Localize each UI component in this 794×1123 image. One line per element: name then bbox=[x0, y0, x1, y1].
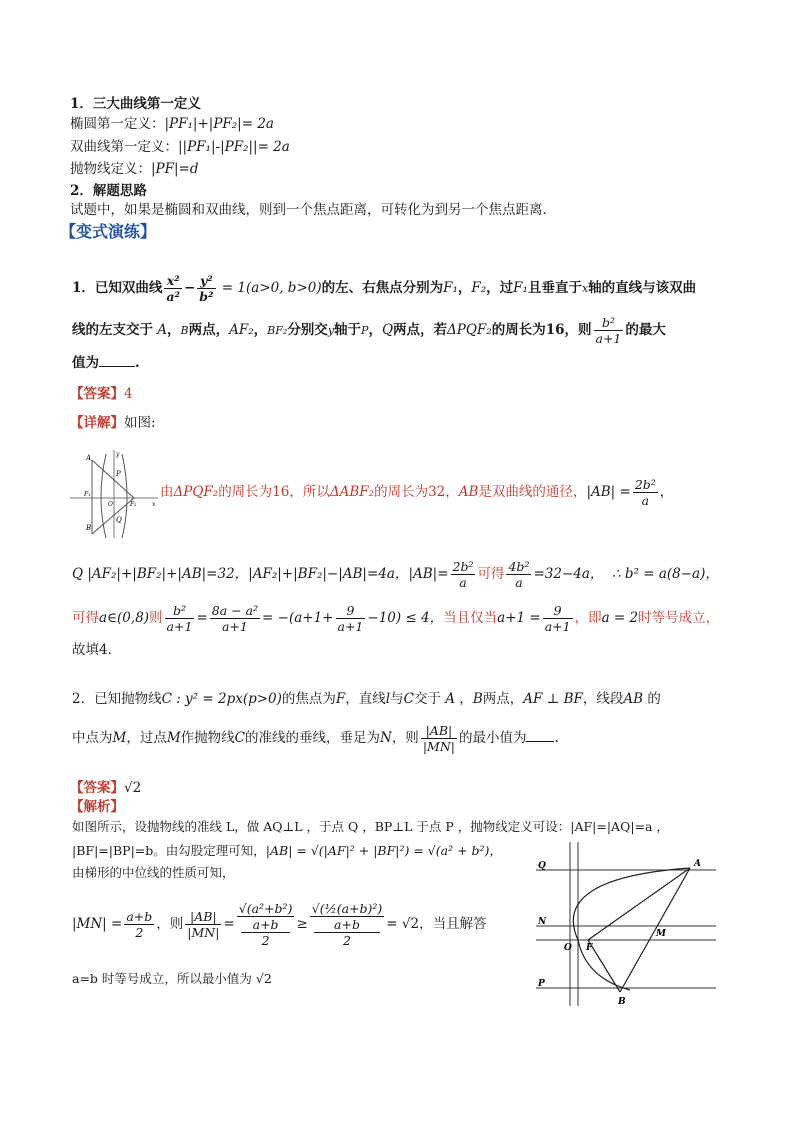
q2-text: 的准线的垂线，垂足为 bbox=[245, 730, 380, 746]
q1-text: 的最大 bbox=[625, 322, 666, 338]
sol-text: 是双曲线的通径， bbox=[478, 484, 587, 500]
sol-text: = bbox=[223, 916, 235, 932]
fig2-label: P bbox=[538, 979, 545, 989]
denominator: b² bbox=[199, 289, 214, 304]
q1-solution-line2 bbox=[72, 556, 719, 592]
fig2-label: B bbox=[618, 997, 626, 1007]
hyperbola-figure bbox=[68, 446, 160, 540]
answer-value: √2 bbox=[124, 780, 142, 796]
math-var: y bbox=[327, 324, 335, 337]
numerator: |AB| bbox=[185, 909, 221, 925]
sol-text: 时等号成立， bbox=[638, 610, 720, 626]
q2-text: ，直线 bbox=[345, 691, 386, 707]
q1-text: 且垂直于 bbox=[527, 280, 582, 296]
q1-line1: 1．已知双曲线 $\frac{\text{x²}}{\text{a²}}$ − $\frac{\text{y²}}{\text{b²}}$ = 1(a>0, b>0)的左、右焦点分别为F₁，F₂，过F₁且垂直于x轴的直线与该双曲 bbox=[72, 273, 697, 304]
fig2-label: Q bbox=[538, 861, 546, 871]
q2-line2: 中点为M，过点M作抛物线C的准线的垂线，垂足为N，则 $\frac{|AB|}{|MN|}$ 的最小值为 . bbox=[72, 723, 559, 754]
numerator: a+b bbox=[241, 917, 291, 933]
denominator: |MN| bbox=[422, 739, 455, 754]
math-var: A bbox=[157, 322, 168, 338]
fig2-label: N bbox=[538, 917, 547, 927]
fig1-label: F₂ bbox=[130, 501, 137, 508]
fraction bbox=[336, 603, 366, 634]
math-var: x bbox=[581, 282, 589, 295]
parabola-formula: |PF|=d bbox=[151, 161, 199, 177]
q1-detail bbox=[70, 414, 156, 432]
math-var: C bbox=[403, 691, 414, 707]
q1-text: 1．已知双曲线 bbox=[72, 280, 163, 296]
q1-solution-line1: 由ΔPQF₂的周长为16，所以ΔABF₂的周长为32，AB是双曲线的通径，|AB| = $\frac{\text{2b²}}{a}$ ， bbox=[160, 477, 674, 508]
q2-text: 与 bbox=[390, 691, 404, 707]
denominator: 2 bbox=[261, 933, 270, 948]
math-var: B bbox=[472, 691, 483, 707]
detail-text: 如图: bbox=[124, 415, 156, 431]
answer-blank bbox=[526, 729, 554, 742]
answer-blank bbox=[99, 354, 135, 367]
denominator: a+1 bbox=[595, 331, 622, 346]
numerator: |AB| bbox=[421, 723, 457, 739]
sol-text: ，即 bbox=[574, 610, 602, 626]
fig2-label: F bbox=[586, 943, 593, 953]
fraction bbox=[185, 909, 221, 940]
numerator: a+b bbox=[126, 909, 153, 924]
numerator: b² bbox=[165, 603, 195, 619]
q2-text: 交于 bbox=[413, 691, 441, 707]
q2-text: 2．已知抛物线 bbox=[72, 691, 162, 707]
sol-text: −10) ≤ 4， bbox=[367, 610, 444, 626]
sol-text: 由 bbox=[160, 484, 174, 500]
practice-heading: 【变式演练】 bbox=[60, 222, 157, 241]
fraction bbox=[164, 273, 182, 304]
parabola-label: 抛物线定义： bbox=[70, 161, 151, 177]
sol-text: 的周长为16，所以 bbox=[218, 484, 330, 500]
fraction bbox=[237, 901, 295, 948]
fraction bbox=[633, 477, 658, 508]
sol-text: 则 bbox=[149, 610, 163, 626]
math-var: ΔPQF₂ bbox=[173, 484, 219, 500]
numerator: y² bbox=[197, 273, 215, 289]
fraction bbox=[543, 603, 573, 634]
fraction bbox=[124, 909, 154, 940]
q2-text: 的 bbox=[647, 691, 661, 707]
q2-text: 作抛物线 bbox=[180, 730, 235, 746]
q1-text: 轴于 bbox=[334, 322, 362, 338]
numerator: √(½(a+b)²) bbox=[311, 901, 383, 916]
math-var: ΔABF₂ bbox=[329, 484, 375, 500]
fraction bbox=[310, 901, 385, 948]
math-var: AF₂ bbox=[229, 322, 254, 338]
answer-label: 【答案】 bbox=[70, 386, 124, 402]
q1-text: 轴的直线与该双曲 bbox=[588, 280, 697, 296]
sol-text: ≥ bbox=[296, 916, 308, 932]
math-var: P bbox=[361, 324, 369, 337]
denominator: a+1 bbox=[221, 619, 248, 634]
q1-text: 两点，若 bbox=[393, 322, 448, 338]
math-var: F bbox=[335, 691, 346, 707]
hyperbola-label: 双曲线第一定义： bbox=[70, 139, 178, 155]
sol-text: |AF₂|+|BF₂|−|AB|=4a， bbox=[248, 566, 409, 582]
math-var: C bbox=[234, 730, 245, 746]
fig1-label: B bbox=[86, 524, 92, 532]
math-var: |MN| = bbox=[72, 916, 123, 932]
q1-solution-line4: 故填4． bbox=[72, 642, 122, 658]
sol-text: a∈(0,8) bbox=[99, 610, 150, 626]
q2-text: 的最小值为 bbox=[458, 730, 527, 746]
q1-text: 的左、右焦点分别为 bbox=[321, 280, 444, 296]
q2-solution-line5: a=b 时等号成立，所以最小值为 √2 bbox=[72, 971, 272, 986]
q2-solution-line3: 由梯形的中位线的性质可知， bbox=[72, 865, 235, 880]
sol-text: 可得 bbox=[477, 566, 505, 582]
fig2-label: O bbox=[564, 943, 572, 953]
sol-text: |AB|= bbox=[408, 566, 449, 582]
denominator: 2 bbox=[343, 933, 351, 948]
line-AB bbox=[620, 868, 690, 992]
math-var: M bbox=[166, 730, 181, 746]
math-var: BF₂ bbox=[267, 324, 288, 337]
sol-text: =32−4a， bbox=[533, 566, 604, 582]
sol-text: ∴ b² = a(8−a)， bbox=[612, 566, 719, 582]
q1-line3: 值为 . bbox=[72, 355, 140, 371]
numerator: a+b bbox=[314, 917, 381, 933]
q2-solution-line1: 如图所示，设抛物线的准线 L，做 AQ⊥L ，于点 Q ，BP⊥L 于点 P ，抛物线定义可设：|AF|=|AQ|=a ， bbox=[72, 819, 669, 834]
hyperbola-definition bbox=[70, 138, 290, 156]
denominator: a+1 bbox=[544, 619, 571, 634]
q2-text: ，过点 bbox=[126, 730, 167, 746]
math-var: AB bbox=[458, 484, 479, 500]
math-var: C : y² = 2px(p>0) bbox=[161, 691, 282, 707]
q2-text: ，线段 bbox=[582, 691, 624, 707]
fraction bbox=[312, 917, 383, 948]
math-var: A bbox=[445, 691, 456, 707]
numerator: 2b² bbox=[452, 559, 474, 574]
hyperbola-formula: ||PF₁|-|PF₂||= 2a bbox=[178, 139, 290, 155]
fig1-label: P bbox=[116, 470, 121, 478]
line-AF bbox=[588, 868, 690, 940]
sol-text: a+1 = bbox=[497, 610, 541, 626]
fig1-label: A bbox=[86, 454, 92, 462]
q1-text: ，过 bbox=[486, 280, 514, 296]
fig2-label: A bbox=[694, 859, 701, 869]
q1-text: 线的左支交于 bbox=[72, 322, 153, 338]
denominator: a bbox=[641, 493, 650, 508]
q2-solution-line4 bbox=[72, 888, 487, 960]
section2-heading: 2．解题思路 bbox=[70, 183, 147, 199]
q2-analysis-label: 【解析】 bbox=[70, 799, 124, 815]
sol-text: 当且仅当 bbox=[443, 610, 498, 626]
math-var: AF ⊥ BF bbox=[523, 691, 583, 707]
line-BF bbox=[588, 940, 620, 992]
q2-solution-line2 bbox=[72, 838, 502, 864]
math-var: F₁ bbox=[513, 280, 528, 296]
sol-text: ，则 bbox=[156, 916, 184, 932]
ellipse-label: 椭圆第一定义： bbox=[70, 116, 165, 132]
section2-text: 试题中，如果是椭圆和双曲线，则到一个焦点距离，可转化为到另一个焦点距离． bbox=[70, 202, 556, 218]
q1-answer bbox=[70, 385, 133, 403]
q1-text: 两点， bbox=[188, 322, 230, 338]
math-var: M bbox=[112, 730, 127, 746]
fig2-label: M bbox=[656, 929, 666, 939]
fraction bbox=[165, 603, 195, 634]
sol-text: = √2，当且解答 bbox=[386, 916, 487, 932]
detail-label: 【详解】 bbox=[70, 415, 124, 431]
numerator: 2b² bbox=[634, 477, 656, 492]
q1-text: 的周长为16，则 bbox=[491, 322, 592, 338]
math-var: AB bbox=[623, 691, 644, 707]
fraction bbox=[451, 559, 476, 590]
numerator: x² bbox=[164, 273, 182, 289]
right-branch bbox=[122, 454, 127, 538]
numerator: 4b² bbox=[508, 559, 530, 574]
q1-line2: 线的左支交于 A，B两点，AF₂，BF₂分别交y轴于P，Q两点，若ΔPQF₂的周长为16，则 $\frac{\text{b²}}{a+1}$ 的最大 bbox=[72, 315, 666, 346]
denominator: a² bbox=[166, 289, 180, 304]
line-AF2 bbox=[92, 460, 134, 498]
fig1-label: F₁ bbox=[84, 491, 91, 498]
q2-text: 中点为 bbox=[72, 730, 113, 746]
numerator: √(a²+b²) bbox=[238, 901, 293, 916]
fig1-label: O bbox=[108, 501, 113, 508]
numerator: b² bbox=[594, 315, 624, 331]
answer-label: 【答案】 bbox=[70, 780, 124, 796]
sol-text: 可得 bbox=[72, 610, 99, 626]
math-var: |AB| = √(|AF|² + |BF|²) = √(a² + b²)， bbox=[265, 843, 502, 858]
fraction bbox=[594, 315, 624, 346]
q1-text: 分别交 bbox=[287, 322, 328, 338]
math-var: l bbox=[385, 691, 391, 707]
denominator: 2 bbox=[135, 925, 144, 940]
q2-answer bbox=[70, 779, 141, 797]
fraction bbox=[421, 723, 457, 754]
denominator: |MN| bbox=[187, 925, 220, 940]
math-var: N bbox=[380, 730, 392, 746]
q2-line1: 2．已知抛物线C : y² = 2px(p>0)的焦点为F，直线l与C交于 A ，B两点，AF ⊥ BF，线段AB 的 bbox=[72, 691, 661, 707]
fig1-label: y bbox=[116, 451, 120, 458]
numerator: 8a − a² bbox=[211, 603, 259, 618]
math-var: |AB| = bbox=[586, 484, 631, 500]
math-var: Q bbox=[381, 322, 394, 338]
fig1-label: Q bbox=[116, 516, 122, 524]
denominator: a+1 bbox=[337, 619, 364, 634]
sol-text: = −(a+1+ bbox=[262, 610, 334, 626]
denominator: a bbox=[515, 575, 523, 590]
parabola-definition bbox=[70, 160, 199, 178]
q2-text: ，则 bbox=[391, 730, 419, 746]
numerator: 9 bbox=[543, 603, 573, 619]
sol-text: Q |AF₂|+|BF₂|+|AB|=32， bbox=[72, 566, 249, 582]
math-var: F₁ bbox=[443, 280, 458, 296]
fraction bbox=[210, 603, 260, 634]
fraction bbox=[239, 917, 293, 948]
sol-text: 的周长为32， bbox=[374, 484, 459, 500]
q2-text: 两点， bbox=[482, 691, 524, 707]
ellipse-definition bbox=[70, 115, 274, 133]
numerator: 9 bbox=[336, 603, 366, 619]
fig1-label: x bbox=[152, 501, 156, 508]
math-var: B bbox=[180, 324, 189, 337]
denominator: a bbox=[459, 575, 467, 590]
q1-solution-line3: 可得a∈(0,8)则 $\frac{\text{b²}}{a+1}$ = $\frac{\text{8a − a²}}{a+1}$ = −(a+1+ $\frac{9}{a+1}$ −10) ≤ 4，当且仅当a+1 = $\frac{9}{a+1}$ ，即a = 2时等号成立， bbox=[72, 603, 720, 634]
fraction bbox=[506, 559, 531, 590]
ellipse-formula: |PF₁|+|PF₂|= 2a bbox=[164, 116, 274, 132]
answer-value: 4 bbox=[124, 386, 133, 402]
math-var: ΔPQF₂ bbox=[447, 322, 492, 338]
parabola-figure bbox=[530, 838, 720, 1008]
sol-text: |BF|=|BP|=b。由勾股定理可知， bbox=[72, 843, 266, 858]
denominator: a+1 bbox=[166, 619, 193, 634]
q2-text: 的焦点为 bbox=[281, 691, 336, 707]
sol-text: a = 2 bbox=[601, 610, 639, 626]
q1-text: 值为 bbox=[72, 355, 99, 371]
condition: = 1(a>0, b>0) bbox=[217, 280, 322, 296]
math-var: F₂ bbox=[471, 280, 487, 296]
fraction bbox=[197, 273, 215, 304]
line-BF2 bbox=[92, 498, 134, 534]
section1-heading: 1．三大曲线第一定义 bbox=[70, 96, 201, 112]
